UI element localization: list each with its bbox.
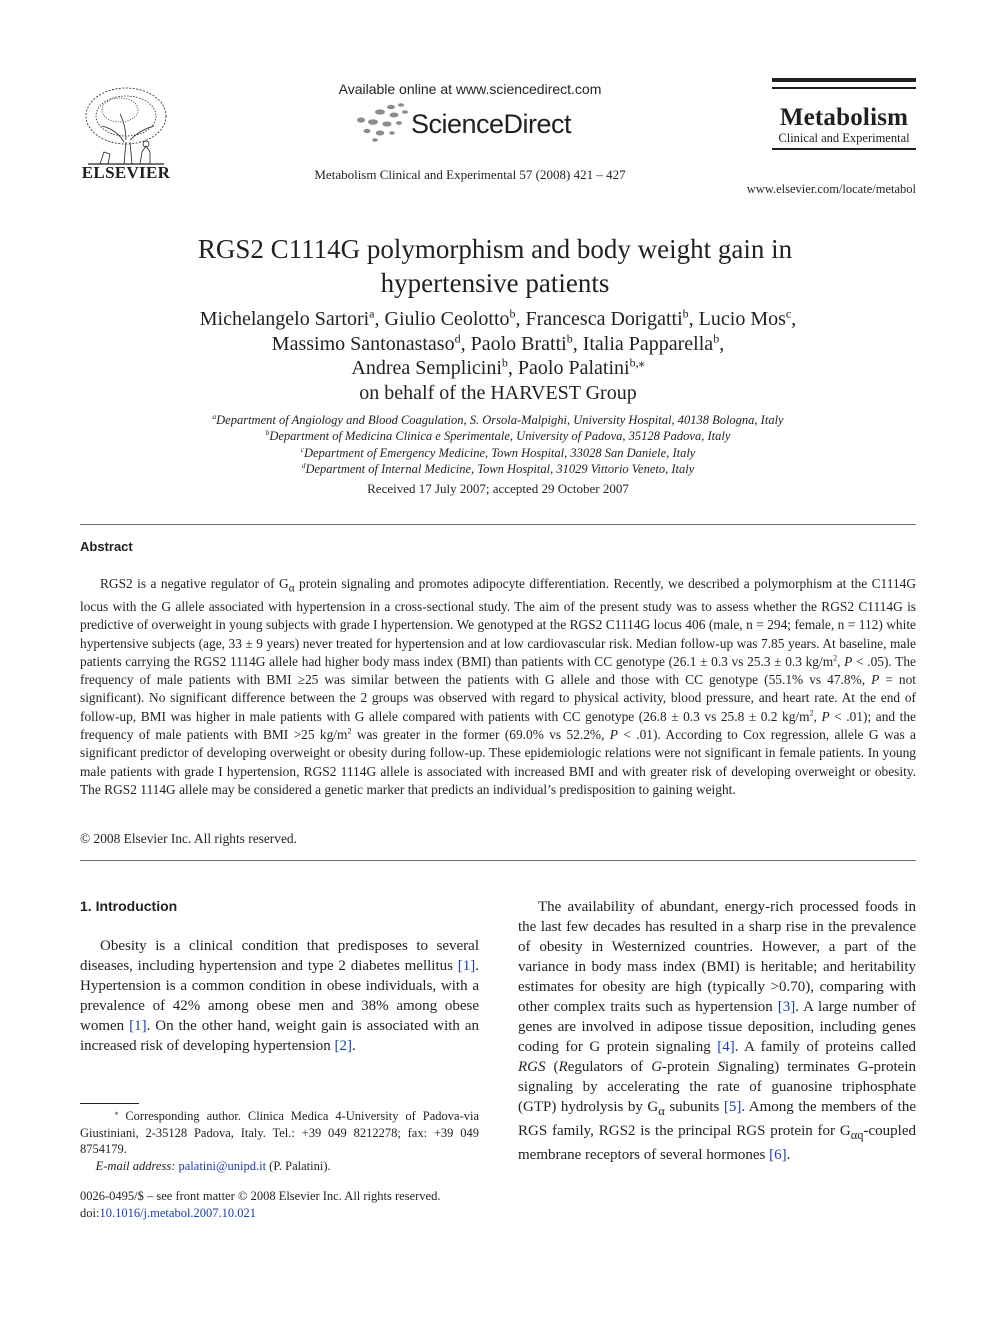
title-line: RGS2 C1114G polymorphism and body weight gain in — [197, 234, 793, 264]
abstract-body: RGS2 is a negative regulator of $G_\alpha$ protein signaling and promotes adipocyte differentiation. Recently, we described a polymorphism at the C1114G locus with the G allele associated with hypertension in a cross-sectional study. The aim of the present study was to assess whether the RGS2 C1114G is predictive of overweight in young subjects with grade I hypertension. We genotyped at the RGS2 C1114G locus 406 (male, n = 294; female, n = 112) white hypertensive subjects (age, 33 ± 9 years) never treated for hypertension and at low cardiovascular risk. Median follow-up was 7.85 years. At baseline, male patients carrying the RGS2 1114G allele had higher body mass index (BMI) than patients with CC genotype (26.1 ± 0.3 vs 25.3 ± 0.3 $kg/m^2$, P < .05). The frequency of male patients with BMI ≥25 was similar between the patients with G allele and those with CC genotype (55.1% vs 47.8%, P = not significant). No significant difference between the 2 groups was observed with regard to physical activity, blood pressure, and heart rate. At the end of follow-up, BMI was higher in male patients with G allele compared with patients with CC genotype (26.8 ± 0.3 vs 25.8 ± 0.2 $kg/m^2$, P < .01); and the frequency of male patients with BMI >25 $kg/m^2$ was greater in the former (69.0% vs 52.2%, P < .01). According to Cox regression, allele G was a significant predictor of developing overweight or obesity during follow-up. These epidemiologic relations were not significant in female patients. In young male patients with grade I hypertension, RGS2 1114G allele is associated with increased BMI and with greater risk of developing overweight or obesity. The RGS2 1114G allele may be considered a genetic marker that predicts an individual’s predisposition to gaining weight. — [80, 576, 917, 797]
sciencedirect-wordmark: ScienceDirect — [411, 109, 572, 139]
section-heading: 1. Introduction — [80, 898, 178, 914]
email-link[interactable]: palatini@unipd.it — [178, 1158, 267, 1173]
journal-logo-rule — [772, 78, 916, 82]
reference-link[interactable]: [1] — [457, 958, 476, 974]
author-group: on behalf of the HARVEST Group — [359, 381, 637, 404]
author: Paolo Bratti$^b$ — [470, 330, 573, 355]
affiliation: $^a$Department of Angiology and Blood Coagulation, S. Orsola-Malpighi, University Hospital, 40138 Bologna, Italy — [212, 411, 784, 427]
author: Andrea Semplicini$^b$ — [351, 355, 508, 379]
reference-link[interactable]: [5] — [723, 1099, 742, 1115]
front-matter — [80, 1188, 500, 1221]
divider — [80, 860, 916, 861]
doi-label: doi: — [80, 1205, 100, 1220]
copyright-notice: © 2008 Elsevier Inc. All rights reserved. — [80, 831, 297, 846]
email-owner: (P. Palatini). — [269, 1158, 331, 1173]
reference-link[interactable]: [2] — [334, 1038, 353, 1054]
issn-line: 0026-0495/$ – see front matter © 2008 Elsevier Inc. All rights reserved. — [80, 1189, 441, 1203]
journal-url-link[interactable]: www.elsevier.com/locate/metabol — [746, 182, 916, 196]
reference-link[interactable]: [3] — [777, 999, 796, 1015]
journal-reference: Metabolism Clinical and Experimental 57 (2008) 421 – 427 — [314, 167, 626, 182]
corresponding-author-text: Corresponding author. Clinica Medica 4-University of Padova-via Giustiniani, 2-35128 Padova, Italy. Tel.: +39 049 8212278; fax: +39 049 8754179. — [80, 1109, 480, 1156]
abstract-heading: Abstract — [80, 539, 133, 554]
author: Massimo Santonastaso$^d$ — [271, 330, 461, 355]
available-online-text[interactable]: Available online at www.sciencedirect.com — [338, 81, 602, 97]
reference-link[interactable]: [4] — [717, 1039, 735, 1055]
affiliation: $^b$Department of Medicina Clinica e Sperimentale, University of Padova, 35128 Padova, Italy — [265, 428, 731, 444]
intro-column-left: Obesity is a clinical condition that predisposes to several diseases, including hypertension and type 2 diabetes mellitus [1]. Hypertension is a common condition in obese individuals, with a prevalence of 42% among obese men and 38% among obese women [1]. On the other hand, weight gain is associated with an increased risk of developing hypertension [2]. — [80, 938, 479, 1054]
journal-logo-rule — [772, 148, 916, 150]
author: Francesca Dorigatti$^b$ — [525, 306, 689, 330]
doi-link[interactable]: 10.1016/j.metabol.2007.10.021 — [99, 1205, 257, 1220]
title-line: hypertensive patients — [380, 268, 610, 298]
received-dates: Received 17 July 2007; accepted 29 October 2007 — [367, 481, 629, 496]
publisher-name: ELSEVIER — [81, 163, 171, 182]
affiliations — [80, 412, 916, 477]
email-label: E-mail address: — [95, 1158, 176, 1173]
intro-column-right: The availability of abundant, energy-rich processed foods in the last few decades has resulted in a sharp rise in the prevalence of obesity in Westernized countries. However, a part of the variance in body mass index (BMI) is heritable; and heritability estimates for obesity are high (typically >0.70), comparing with other complex traits such as hypertension [3]. A large number of genes are involved in adipose tissue deposition, including genes coding for G protein signaling [4]. A family of proteins called RGS (Regulators of G-protein Signaling) terminates G-protein signaling by accelerating the rate of guanosine triphosphate (GTP) hydrolysis by $G_\alpha$ subunits [5]. Among the members of the RGS family, RGS2 is the principal RGS protein for $G_{\alpha q}$-coupled membrane receptors of several hormones [6]. — [518, 899, 917, 1163]
journal-subtitle: Clinical and Experimental — [778, 131, 910, 145]
journal-logo-rule — [772, 87, 916, 89]
author: Paolo Palatini$^{b,⁎}$ — [517, 355, 645, 379]
affiliation: $^c$Department of Emergency Medicine, Town Hospital, 33028 San Daniele, Italy — [300, 444, 696, 460]
author: Lucio Mos$^c$ — [698, 306, 792, 330]
author: Michelangelo Sartori$^a$ — [199, 306, 375, 330]
corresponding-author-footnote: ⁎ Corresponding author. Clinica Medica 4-University of Padova-via Giustiniani, 2-35128 Padova, Italy. Tel.: +39 049 8212278; fax: +39 049 8754179. E-mail address: palatini@unipd.it (P. Palatini). — [80, 1107, 480, 1173]
author-list: Michelangelo Sartori$^a$, Giulio Ceolotto$^b$, Francesca Dorigatti$^b$, Lucio Mos$^c$, Massimo Santonastaso$^d$, Paolo Bratti$^b$, Italia Papparella$^b$, Andrea Semplicini$^b$, Paolo Palatini$^{b,⁎}$ on behalf of the HARVEST Group — [199, 306, 797, 404]
author: Giulio Ceolotto$^b$ — [384, 306, 516, 330]
affiliation: $^d$Department of Internal Medicine, Town Hospital, 31029 Vittorio Veneto, Italy — [301, 460, 695, 476]
divider — [80, 524, 916, 525]
footnote-rule — [80, 1103, 139, 1104]
author: Italia Papparella$^b$ — [582, 330, 720, 355]
journal-name: Metabolism — [779, 104, 909, 131]
reference-link[interactable]: [1] — [129, 1018, 147, 1034]
article-title — [90, 232, 900, 300]
reference-link[interactable]: [6] — [769, 1147, 787, 1163]
